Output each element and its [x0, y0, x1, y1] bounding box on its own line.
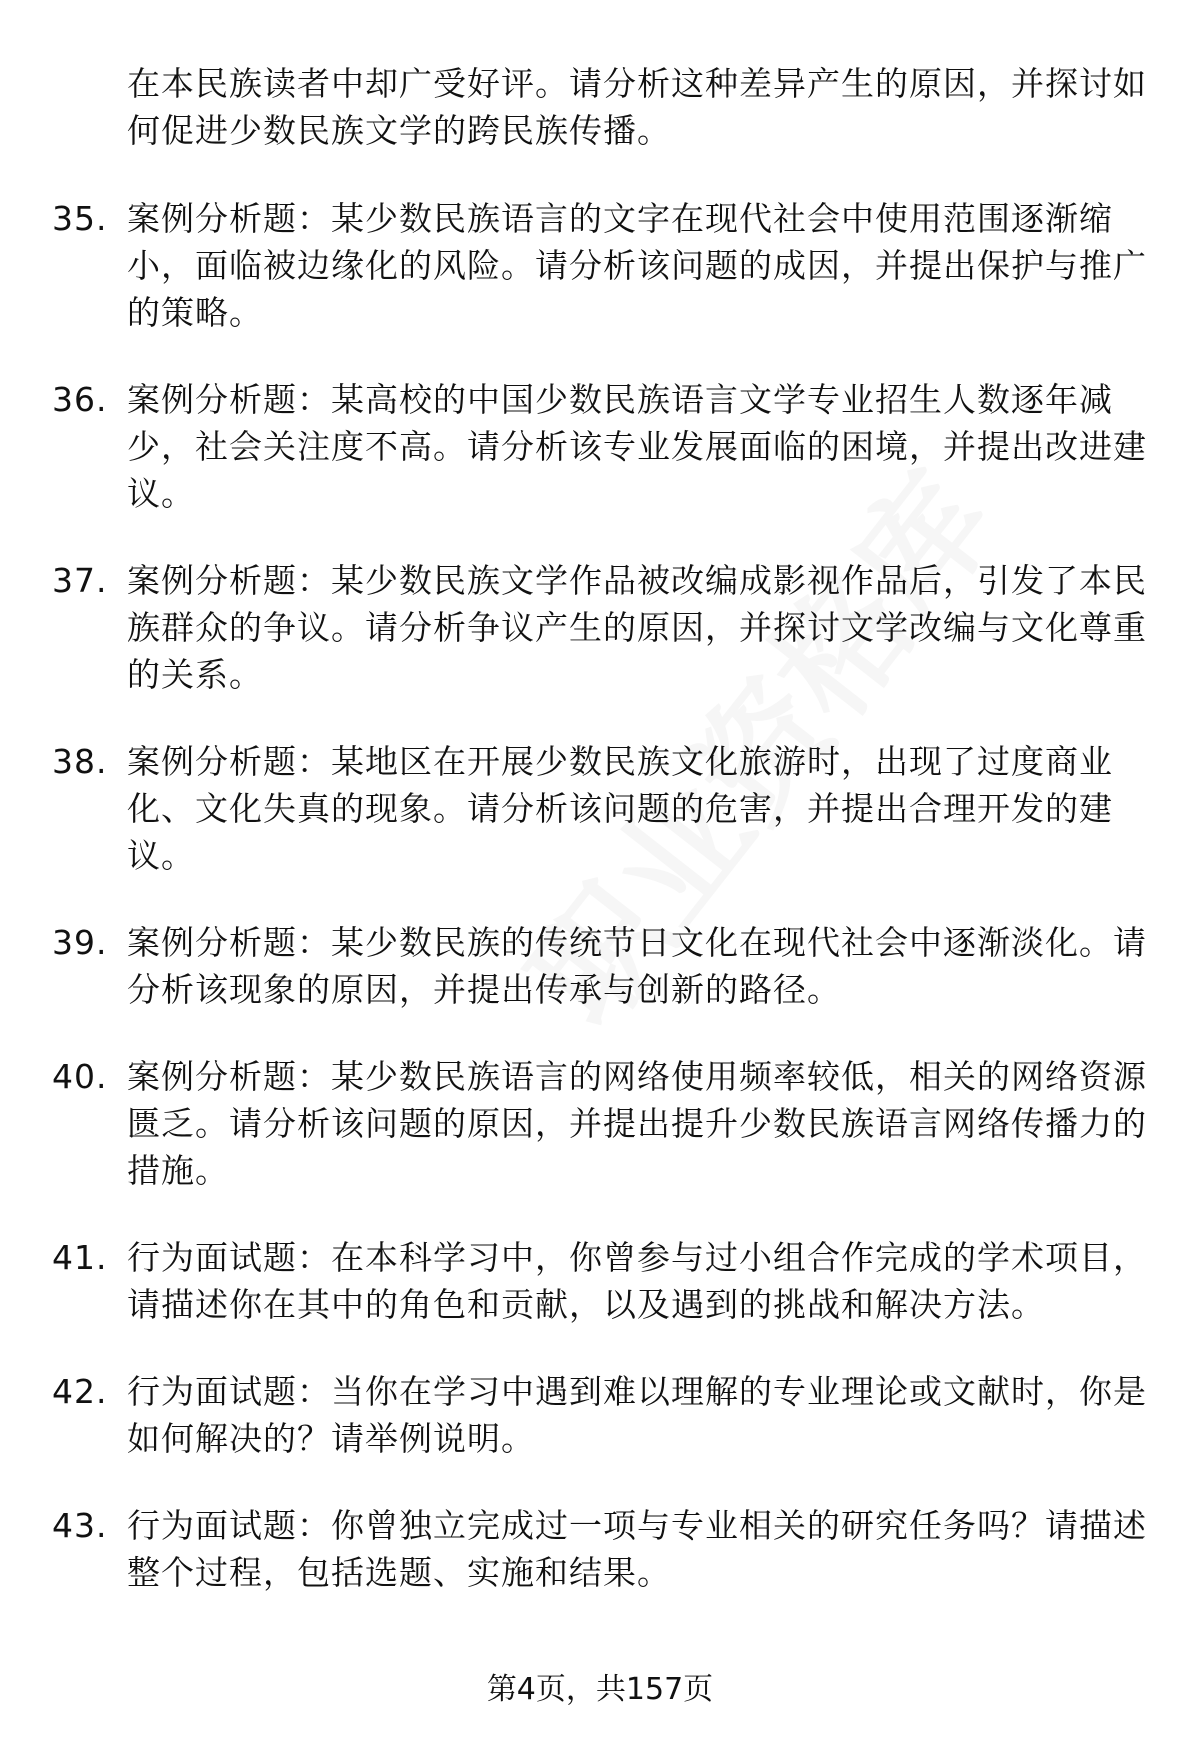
question-number: 37. [52, 561, 108, 600]
question-item [0, 195, 1147, 336]
page-number-footer: 第4页，共157页 [486, 1672, 714, 1707]
question-text: 行为面试题：当你在学习中遇到难以理解的专业理论或文献时，你是如何解决的？请举例说明。 [127, 1372, 1147, 1458]
question-text: 案例分析题：某少数民族语言的网络使用频率较低，相关的网络资源匮乏。请分析该问题的原因，并提出提升少数民族语言网络传播力的措施。 [127, 1057, 1147, 1190]
question-text: 案例分析题：某少数民族文学作品被改编成影视作品后，引发了本民族群众的争议。请分析争议产生的原因，并探讨文学改编与文化尊重的关系。 [127, 561, 1147, 694]
question-text: 案例分析题：某少数民族语言的文字在现代社会中使用范围逐渐缩小，面临被边缘化的风险。请分析该问题的成因，并提出保护与推广的策略。 [127, 199, 1147, 332]
question-number: 40. [52, 1057, 108, 1096]
question-item [0, 1234, 1147, 1328]
question-item [0, 1053, 1147, 1194]
question-number: 35. [52, 199, 108, 238]
question-text: 行为面试题：你曾独立完成过一项与专业相关的研究任务吗？请描述整个过程，包括选题、实施和结果。 [127, 1506, 1147, 1592]
question-item [0, 376, 1147, 517]
question-item [0, 557, 1147, 698]
question-number: 39. [52, 923, 108, 962]
question-list [0, 195, 1200, 1636]
question-number: 43. [52, 1506, 108, 1545]
question-item [0, 738, 1147, 879]
continuation-text: 在本民族读者中却广受好评。请分析这种差异产生的原因，并探讨如何促进少数民族文学的跨民族传播。 [127, 64, 1147, 150]
question-text: 案例分析题：某高校的中国少数民族语言文学专业招生人数逐年减少，社会关注度不高。请分析该专业发展面临的困境，并提出改进建议。 [127, 380, 1147, 513]
question-text: 案例分析题：某少数民族的传统节日文化在现代社会中逐渐淡化。请分析该现象的原因，并提出传承与创新的路径。 [127, 923, 1147, 1009]
question-number: 41. [52, 1238, 108, 1277]
question-item [0, 919, 1147, 1013]
question-text: 行为面试题：在本科学习中，你曾参与过小组合作完成的学术项目，请描述你在其中的角色和贡献，以及遇到的挑战和解决方法。 [127, 1238, 1147, 1324]
question-number: 36. [52, 380, 108, 419]
question-number: 42. [52, 1372, 108, 1411]
question-item [0, 1502, 1147, 1596]
question-item [0, 1368, 1147, 1462]
question-text: 案例分析题：某地区在开展少数民族文化旅游时，出现了过度商业化、文化失真的现象。请分析该问题的危害，并提出合理开发的建议。 [127, 742, 1113, 875]
question-number: 38. [52, 742, 108, 781]
